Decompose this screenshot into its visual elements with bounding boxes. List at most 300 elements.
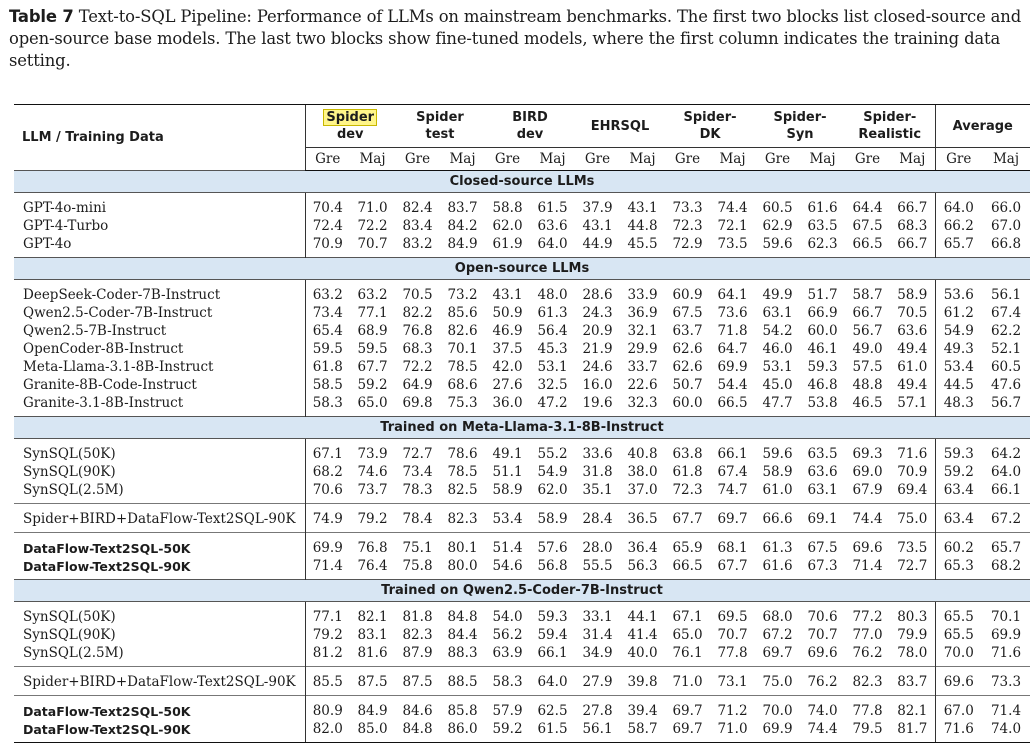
score-cell: 61.5	[537, 200, 568, 216]
score-cell: 77.0	[852, 627, 883, 643]
score-cell: 24.3	[582, 305, 613, 321]
score-cell: 73.1	[717, 674, 748, 690]
score-cell: 73.5	[717, 236, 748, 252]
score-cell: 79.5	[852, 721, 883, 737]
score-cell: 75.0	[897, 511, 928, 527]
greedy-subheader: Gre	[935, 148, 982, 171]
score-cell: 52.1	[990, 341, 1022, 357]
score-cell: 38.0	[627, 464, 658, 480]
score-cell: 61.8	[305, 358, 350, 376]
greedy-subheader: Gre	[485, 148, 530, 171]
score-cell: 61.0	[897, 359, 928, 375]
score-cell: 58.9	[537, 511, 568, 527]
score-cell: 36.9	[627, 305, 658, 321]
score-cell: 43.1	[492, 287, 523, 303]
score-cell: 70.4	[305, 193, 350, 218]
score-cell: 53.4	[492, 511, 523, 527]
score-cell: 60.2	[935, 533, 982, 557]
score-cell: 33.7	[627, 359, 658, 375]
majority-subheader: Maj	[890, 148, 935, 171]
score-cell: 58.3	[492, 674, 523, 690]
score-cell: 53.6	[935, 280, 982, 305]
section-header-row	[14, 580, 1030, 602]
model-name-cell: GPT-4o-mini	[23, 200, 107, 216]
score-cell: 75.8	[402, 558, 433, 574]
score-cell: 46.0	[762, 341, 793, 357]
score-cell: 71.2	[717, 703, 748, 719]
caption-text: Text-to-SQL Pipeline: Performance of LLMs on mainstream benchmarks. The first two blocks list closed-source and open-source base models. The last two blocks show fine-tuned models, where the first column indicates the training data setting.	[9, 7, 1022, 70]
score-cell: 65.7	[935, 235, 982, 258]
score-cell: 69.4	[897, 482, 928, 498]
score-cell: 72.3	[672, 218, 703, 234]
score-cell: 63.7	[672, 323, 703, 339]
model-name-cell: DeepSeek-Coder-7B-Instruct	[23, 287, 221, 303]
score-cell: 59.5	[305, 340, 350, 358]
score-cell: 36.4	[627, 540, 658, 556]
score-cell: 36.0	[492, 395, 523, 411]
table-row	[14, 626, 1030, 644]
score-cell: 59.4	[537, 627, 568, 643]
score-cell: 72.4	[305, 217, 350, 235]
score-cell: 49.4	[897, 341, 928, 357]
score-cell: 74.4	[807, 721, 838, 737]
score-cell: 65.7	[990, 540, 1022, 556]
score-cell: 56.1	[582, 721, 613, 737]
greedy-subheader: Gre	[665, 148, 710, 171]
score-cell: 82.4	[402, 200, 433, 216]
score-cell: 64.2	[990, 446, 1022, 462]
score-cell: 16.0	[582, 377, 613, 393]
score-cell: 73.2	[447, 287, 478, 303]
score-cell: 67.2	[990, 511, 1022, 527]
score-cell: 84.8	[402, 721, 433, 737]
score-cell: 76.2	[852, 645, 883, 661]
score-cell: 66.5	[852, 236, 883, 252]
score-cell: 49.9	[762, 287, 793, 303]
score-cell: 49.0	[852, 341, 883, 357]
score-cell: 56.1	[990, 287, 1022, 303]
score-cell: 56.4	[537, 323, 568, 339]
table-row	[14, 235, 1030, 258]
score-cell: 87.5	[357, 674, 388, 690]
benchmark-header-average: Average	[935, 105, 1030, 148]
score-cell: 69.5	[717, 609, 748, 625]
table-row	[14, 720, 1030, 742]
score-cell: 78.4	[402, 511, 433, 527]
score-cell: 83.7	[447, 200, 478, 216]
score-cell: 50.9	[492, 305, 523, 321]
score-cell: 76.2	[807, 674, 838, 690]
model-name-cell: SynSQL(90K)	[23, 464, 116, 480]
score-cell: 74.0	[990, 721, 1022, 737]
score-cell: 73.5	[897, 540, 928, 556]
score-cell: 75.1	[402, 540, 433, 556]
score-cell: 51.1	[492, 464, 523, 480]
score-cell: 37.9	[582, 200, 613, 216]
model-name-cell: DataFlow-Text2SQL-90K	[23, 721, 191, 737]
section-title: Trained on Meta-Llama-3.1-8B-Instruct	[14, 417, 1030, 439]
score-cell: 56.2	[492, 627, 523, 643]
score-cell: 63.5	[807, 446, 838, 462]
model-name-cell: Qwen2.5-7B-Instruct	[23, 323, 167, 339]
score-cell: 61.3	[762, 540, 793, 556]
score-cell: 49.1	[492, 446, 523, 462]
score-cell: 70.6	[807, 609, 838, 625]
score-cell: 61.9	[492, 236, 523, 252]
score-cell: 31.8	[582, 464, 613, 480]
score-cell: 68.6	[447, 377, 478, 393]
score-cell: 69.9	[990, 627, 1022, 643]
score-cell: 67.2	[762, 627, 793, 643]
section-title: Trained on Qwen2.5-Coder-7B-Instruct	[14, 580, 1030, 602]
score-cell: 68.1	[717, 540, 748, 556]
table-row	[14, 644, 1030, 667]
score-cell: 67.4	[990, 305, 1022, 321]
score-cell: 21.9	[582, 341, 613, 357]
benchmark-header: BIRD dev	[512, 110, 548, 142]
model-name-cell: GPT-4o	[23, 236, 72, 252]
greedy-subheader: Gre	[575, 148, 620, 171]
greedy-subheader: Gre	[395, 148, 440, 171]
caption-label: Table 7	[9, 7, 74, 26]
score-cell: 85.6	[447, 305, 478, 321]
score-cell: 47.2	[537, 395, 568, 411]
score-cell: 81.7	[897, 721, 928, 737]
score-cell: 82.3	[402, 627, 433, 643]
score-cell: 58.9	[897, 287, 928, 303]
score-cell: 78.0	[897, 645, 928, 661]
score-cell: 37.0	[627, 482, 658, 498]
score-cell: 66.7	[897, 200, 928, 216]
score-cell: 69.6	[807, 645, 838, 661]
score-cell: 74.9	[305, 504, 350, 533]
score-cell: 73.7	[357, 482, 388, 498]
score-cell: 58.9	[762, 464, 793, 480]
model-name-cell: Granite-3.1-8B-Instruct	[23, 395, 184, 411]
score-cell: 48.8	[852, 377, 883, 393]
score-cell: 41.4	[627, 627, 658, 643]
score-cell: 67.5	[672, 305, 703, 321]
score-cell: 82.3	[447, 511, 478, 527]
model-name-cell: DataFlow-Text2SQL-50K	[23, 540, 191, 556]
score-cell: 39.8	[627, 674, 658, 690]
score-cell: 50.7	[672, 377, 703, 393]
score-cell: 64.4	[852, 200, 883, 216]
score-cell: 68.0	[762, 609, 793, 625]
score-cell: 46.9	[492, 323, 523, 339]
score-cell: 32.1	[627, 323, 658, 339]
score-cell: 65.0	[357, 395, 388, 411]
score-cell: 82.6	[447, 323, 478, 339]
score-cell: 72.7	[402, 446, 433, 462]
score-cell: 64.0	[537, 236, 568, 252]
score-cell: 60.5	[990, 359, 1022, 375]
score-cell: 76.4	[357, 558, 388, 574]
score-cell: 64.0	[935, 193, 982, 218]
score-cell: 80.9	[305, 696, 350, 720]
score-cell: 62.0	[492, 218, 523, 234]
score-cell: 67.7	[717, 558, 748, 574]
score-cell: 76.8	[402, 323, 433, 339]
score-cell: 61.5	[537, 721, 568, 737]
score-cell: 69.3	[852, 446, 883, 462]
score-cell: 65.5	[935, 602, 982, 627]
score-cell: 79.2	[357, 511, 388, 527]
score-cell: 24.6	[582, 359, 613, 375]
score-cell: 77.8	[852, 703, 883, 719]
table-row	[14, 340, 1030, 358]
score-cell: 59.5	[357, 341, 388, 357]
score-cell: 62.6	[672, 359, 703, 375]
score-cell: 28.4	[582, 511, 613, 527]
score-cell: 19.6	[582, 395, 613, 411]
score-cell: 44.9	[582, 236, 613, 252]
score-cell: 82.3	[852, 674, 883, 690]
table-row	[14, 602, 1030, 627]
score-cell: 67.9	[852, 482, 883, 498]
score-cell: 69.7	[672, 703, 703, 719]
model-name-cell: Qwen2.5-Coder-7B-Instruct	[23, 305, 213, 321]
score-cell: 66.5	[672, 558, 703, 574]
score-cell: 73.4	[402, 464, 433, 480]
score-cell: 44.1	[627, 609, 658, 625]
score-cell: 84.9	[447, 236, 478, 252]
model-name-cell: Spider+BIRD+DataFlow-Text2SQL-90K	[23, 674, 296, 690]
table-caption	[9, 6, 1029, 72]
score-cell: 33.6	[582, 446, 613, 462]
score-cell: 84.8	[447, 609, 478, 625]
score-cell: 47.7	[762, 395, 793, 411]
score-cell: 63.4	[935, 481, 982, 504]
score-cell: 67.1	[305, 439, 350, 464]
score-cell: 58.9	[492, 482, 523, 498]
score-cell: 72.3	[672, 482, 703, 498]
score-cell: 66.8	[990, 236, 1022, 252]
score-cell: 70.9	[305, 235, 350, 258]
score-cell: 65.3	[935, 557, 982, 580]
score-cell: 70.7	[717, 627, 748, 643]
score-cell: 69.7	[717, 511, 748, 527]
score-cell: 33.9	[627, 287, 658, 303]
score-cell: 63.9	[492, 645, 523, 661]
score-cell: 59.2	[492, 721, 523, 737]
score-cell: 73.3	[990, 674, 1022, 690]
score-cell: 63.6	[537, 218, 568, 234]
model-name-cell: Granite-8B-Code-Instruct	[23, 377, 197, 393]
score-cell: 32.5	[537, 377, 568, 393]
score-cell: 44.5	[935, 376, 982, 394]
section-header-row	[14, 258, 1030, 280]
score-cell: 65.5	[935, 626, 982, 644]
score-cell: 76.1	[672, 645, 703, 661]
score-cell: 66.5	[717, 395, 748, 411]
score-cell: 45.5	[627, 236, 658, 252]
score-cell: 77.1	[305, 602, 350, 627]
benchmark-header: Spider dev	[305, 105, 395, 148]
score-cell: 73.6	[717, 305, 748, 321]
score-cell: 79.2	[305, 626, 350, 644]
score-cell: 22.6	[627, 377, 658, 393]
score-cell: 67.4	[717, 464, 748, 480]
score-cell: 78.5	[447, 359, 478, 375]
score-cell: 51.7	[807, 287, 838, 303]
score-cell: 83.7	[897, 674, 928, 690]
table-body	[14, 171, 1030, 743]
score-cell: 82.5	[447, 482, 478, 498]
score-cell: 65.9	[672, 540, 703, 556]
score-cell: 82.0	[305, 720, 350, 742]
table-row	[14, 481, 1030, 504]
greedy-subheader: Gre	[755, 148, 800, 171]
greedy-subheader: Gre	[305, 148, 350, 171]
table-row	[14, 439, 1030, 464]
score-cell: 46.5	[852, 395, 883, 411]
score-cell: 88.3	[447, 645, 478, 661]
score-cell: 60.5	[762, 200, 793, 216]
score-cell: 74.7	[717, 482, 748, 498]
score-cell: 66.1	[537, 645, 568, 661]
model-name-cell: Spider+BIRD+DataFlow-Text2SQL-90K	[23, 511, 296, 527]
score-cell: 85.8	[447, 703, 478, 719]
score-cell: 33.1	[582, 609, 613, 625]
score-cell: 71.6	[897, 446, 928, 462]
score-cell: 54.0	[492, 609, 523, 625]
score-cell: 31.4	[582, 627, 613, 643]
score-cell: 59.2	[357, 377, 388, 393]
score-cell: 70.5	[897, 305, 928, 321]
score-cell: 59.2	[935, 463, 982, 481]
table-row	[14, 557, 1030, 580]
majority-subheader: Maj	[530, 148, 575, 171]
score-cell: 69.8	[402, 395, 433, 411]
majority-subheader: Maj	[350, 148, 395, 171]
score-cell: 57.5	[852, 359, 883, 375]
score-cell: 67.5	[852, 218, 883, 234]
score-cell: 83.4	[402, 218, 433, 234]
score-cell: 62.5	[537, 703, 568, 719]
score-cell: 29.9	[627, 341, 658, 357]
score-cell: 81.6	[357, 645, 388, 661]
table-row	[14, 217, 1030, 235]
score-cell: 27.8	[582, 703, 613, 719]
score-cell: 72.9	[672, 236, 703, 252]
score-cell: 64.7	[717, 341, 748, 357]
score-cell: 34.9	[582, 645, 613, 661]
score-cell: 58.7	[627, 721, 658, 737]
score-cell: 63.6	[807, 464, 838, 480]
model-name-cell: SynSQL(50K)	[23, 609, 116, 625]
score-cell: 88.5	[447, 674, 478, 690]
score-cell: 80.1	[447, 540, 478, 556]
score-cell: 43.1	[582, 218, 613, 234]
score-cell: 54.2	[762, 323, 793, 339]
greedy-subheader: Gre	[845, 148, 890, 171]
score-cell: 71.4	[990, 703, 1022, 719]
score-cell: 68.9	[357, 323, 388, 339]
score-cell: 27.9	[582, 674, 613, 690]
table-row	[14, 304, 1030, 322]
score-cell: 66.1	[990, 482, 1022, 498]
score-cell: 66.7	[897, 236, 928, 252]
score-cell: 44.8	[627, 218, 658, 234]
score-cell: 84.9	[357, 703, 388, 719]
score-cell: 53.8	[807, 395, 838, 411]
score-cell: 73.3	[672, 200, 703, 216]
table-row	[14, 280, 1030, 305]
score-cell: 43.1	[627, 200, 658, 216]
benchmark-header: Spider test	[416, 110, 464, 142]
score-cell: 54.4	[717, 377, 748, 393]
score-cell: 63.5	[807, 218, 838, 234]
majority-subheader: Maj	[982, 148, 1030, 171]
score-cell: 69.7	[762, 645, 793, 661]
model-name-cell: SynSQL(50K)	[23, 446, 116, 462]
score-cell: 72.2	[357, 218, 388, 234]
score-cell: 57.6	[537, 540, 568, 556]
score-cell: 79.9	[897, 627, 928, 643]
score-cell: 61.0	[762, 482, 793, 498]
score-cell: 69.9	[762, 721, 793, 737]
table-row	[14, 463, 1030, 481]
score-cell: 69.6	[935, 667, 982, 696]
score-cell: 78.5	[447, 464, 478, 480]
score-cell: 59.6	[762, 446, 793, 462]
score-cell: 71.0	[672, 674, 703, 690]
score-cell: 72.2	[402, 359, 433, 375]
score-cell: 71.6	[935, 720, 982, 742]
section-header-row	[14, 171, 1030, 193]
score-cell: 67.5	[807, 540, 838, 556]
model-name-cell: SynSQL(90K)	[23, 627, 116, 643]
score-cell: 87.9	[402, 645, 433, 661]
score-cell: 59.3	[537, 609, 568, 625]
score-cell: 46.8	[807, 377, 838, 393]
score-cell: 53.1	[762, 359, 793, 375]
score-cell: 73.9	[357, 446, 388, 462]
score-cell: 85.0	[357, 721, 388, 737]
score-cell: 62.9	[762, 218, 793, 234]
score-cell: 81.8	[402, 609, 433, 625]
score-cell: 69.6	[852, 540, 883, 556]
score-cell: 77.1	[357, 305, 388, 321]
score-cell: 71.4	[852, 558, 883, 574]
score-cell: 64.1	[717, 287, 748, 303]
score-cell: 60.0	[807, 323, 838, 339]
benchmark-header: Spider- DK	[683, 110, 737, 142]
section-title: Closed-source LLMs	[14, 171, 1030, 193]
score-cell: 74.4	[852, 511, 883, 527]
highlighted-benchmark-name: Spider	[326, 110, 375, 125]
score-cell: 46.1	[807, 341, 838, 357]
model-column-header: LLM / Training Data	[22, 130, 164, 145]
score-cell: 82.1	[357, 609, 388, 625]
score-cell: 53.1	[537, 359, 568, 375]
results-table	[14, 104, 1030, 743]
score-cell: 68.3	[402, 341, 433, 357]
score-cell: 48.0	[537, 287, 568, 303]
score-cell: 55.2	[537, 446, 568, 462]
score-cell: 48.3	[935, 394, 982, 417]
model-name-cell: GPT-4-Turbo	[23, 218, 109, 234]
score-cell: 49.4	[897, 377, 928, 393]
score-cell: 37.5	[492, 341, 523, 357]
score-cell: 61.3	[537, 305, 568, 321]
score-cell: 58.8	[492, 200, 523, 216]
score-cell: 70.0	[762, 703, 793, 719]
score-cell: 86.0	[447, 721, 478, 737]
score-cell: 63.1	[762, 305, 793, 321]
score-cell: 58.3	[305, 394, 350, 417]
